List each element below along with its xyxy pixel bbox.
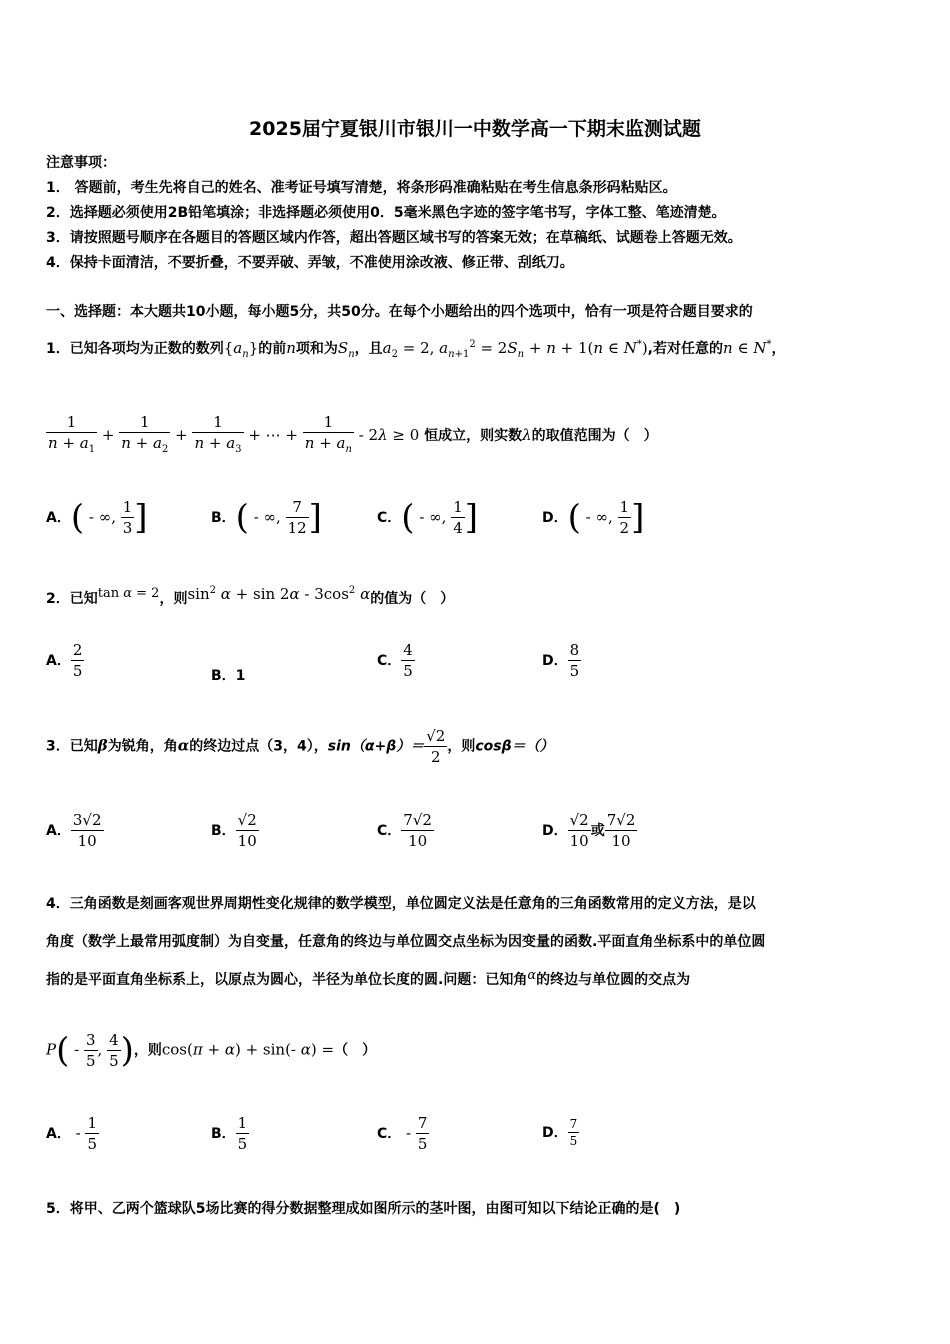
q3-option-a[interactable]: A． $\frac{3√2}{10}$ — [46, 811, 102, 850]
q1-option-d[interactable]: D．( - ∞, $\frac{1}{2}$ ] — [542, 497, 645, 538]
q1-option-b[interactable]: B．( - ∞, $\frac{7}{12}$ ] — [211, 497, 322, 538]
page-title: 2025届宁夏银川市银川一中数学高一下期末监测试题 — [249, 118, 701, 140]
q3-option-c[interactable]: C． $\frac{7√2}{10}$ — [377, 811, 432, 850]
question-5-stem: 5．将甲、乙两个篮球队5场比赛的得分数据整理成如图所示的茎叶图，由图可知以下结论正确的是( ) — [46, 1201, 681, 1217]
question-2-stem: 2．已知tan α = 2，则$\sin^2 \alpha + \sin 2\alpha - 3\cos^2$ α的值为（ ） — [46, 585, 455, 607]
q2-option-c[interactable]: C． $\frac{4}{5}$ — [377, 641, 413, 680]
q2-option-a[interactable]: A． $\frac{2}{5}$ — [46, 641, 83, 680]
question-4-point: P( - $\frac{3}{5}$ , $\frac{4}{5}$ )，则cos(π + α) + sin(- α) =（ ） — [46, 1030, 377, 1071]
q4-option-b[interactable]: B． $\frac{1}{5}$ — [211, 1114, 248, 1153]
question-1-stem: 1．已知各项均为正数的数列$\{a_n\}$的前n项和为$S_n$，且$a_2 = 2$, $a_{n+1}^2 = 2S_n + n + 1(n$ ∈ N*),若对任意的n ∈ N*， — [46, 339, 786, 360]
notice-item: 4．保持卡面清洁，不要折叠，不要弄破、弄皱，不准使用涂改液、修正带、刮纸刀。 — [46, 255, 574, 271]
notice-item: 3．请按照题号顺序在各题目的答题区域内作答，超出答题区域书写的答案无效；在草稿纸、试题卷上答题无效。 — [46, 230, 742, 246]
notice-item: 2．选择题必须使用2B铅笔填涂；非选择题必须使用0．5毫米黑色字迹的签字笔书写，字体工整、笔迹清楚。 — [46, 205, 726, 221]
question-4-line: 角度（数学上最常用弧度制）为自变量，任意角的终边与单位圆交点坐标为因变量的函数.平面直角坐标系中的单位圆 — [46, 934, 766, 950]
q4-option-c[interactable]: C． - $\frac{7}{5}$ — [377, 1114, 428, 1153]
q2-option-b[interactable]: B．1 — [211, 668, 246, 684]
q2-option-d[interactable]: D． $\frac{8}{5}$ — [542, 641, 580, 680]
question-1-inequality: $\frac{1}{n + a_1}$ + $\frac{1}{n + a_2}$ + $\frac{1}{n + a_3}$ + ⋯ + $\frac{1}{n + a_n}$ - 2λ ≥ 0 恒成立，则实数λ的取值范围为（ ） — [48, 413, 658, 455]
notice-heading: 注意事项： — [46, 155, 116, 171]
question-4-line: 4．三角函数是刻画客观世界周期性变化规律的数学模型，单位圆定义法是任意角的三角函数常用的定义方法，是以 — [46, 896, 756, 912]
question-4-line: 指的是平面直角坐标系上，以原点为圆心，半径为单位长度的圆.问题：已知角α的终边与单位圆的交点为 — [46, 968, 691, 988]
q3-option-b[interactable]: B． $\frac{√2}{10}$ — [211, 811, 257, 850]
q1-option-a[interactable]: A．( - ∞, $\frac{1}{3}$ ] — [46, 497, 148, 538]
section-heading: 一、选择题：本大题共10小题，每小题5分，共50分。在每个小题给出的四个选项中，恰有一项是符合题目要求的 — [46, 304, 753, 320]
q4-option-d[interactable]: D． $\frac{7}{5}$ — [542, 1117, 578, 1148]
q4-option-a[interactable]: A． - $\frac{1}{5}$ — [46, 1114, 97, 1153]
notice-item: 1． 答题前，考生先将自己的姓名、准考证号填写清楚，将条形码准确粘贴在考生信息条形码粘贴区。 — [46, 180, 677, 196]
q1-option-c[interactable]: C．( - ∞, $\frac{1}{4}$ ] — [377, 497, 478, 538]
q3-option-d[interactable]: D． $\frac{√2}{10}$ 或 $\frac{7√2}{10}$ — [542, 811, 636, 850]
question-3-stem: 3．已知β为锐角，角α的终边过点（3，4），sin（α+β）＝ $\frac{√2}{2}$ ，则cosβ＝（） — [46, 727, 554, 766]
